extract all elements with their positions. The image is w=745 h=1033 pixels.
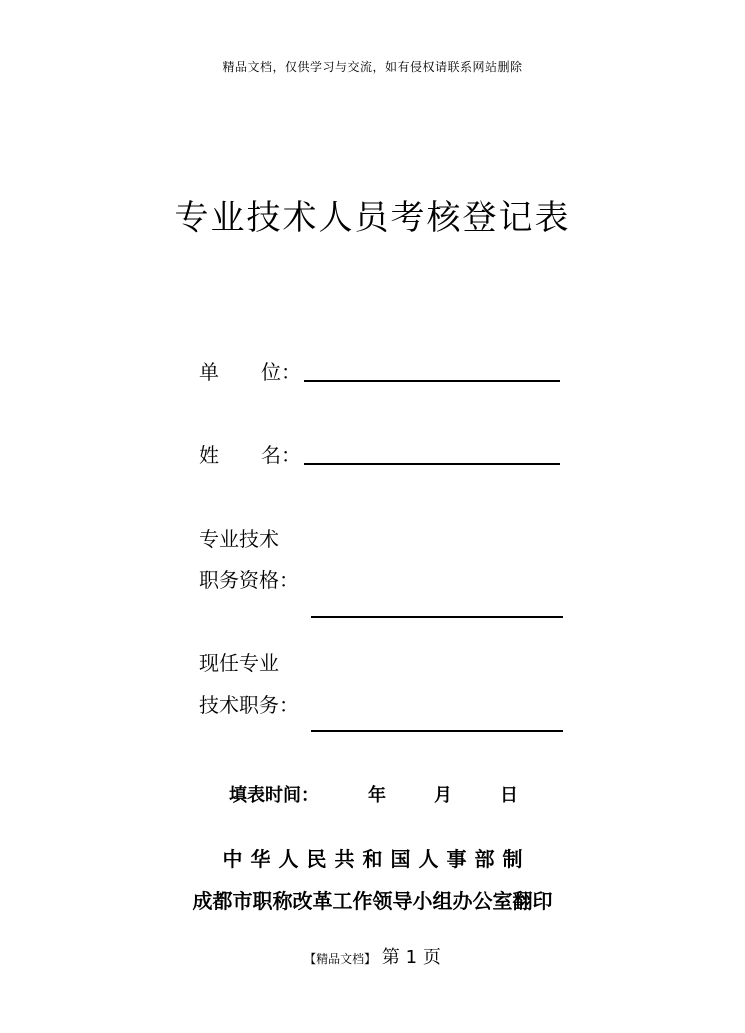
name-label-char1: 姓 — [199, 443, 219, 467]
footer-page-suffix: 页 — [422, 947, 441, 968]
issuer-line2: 成都市职称改革工作领导小组办公室翻印 — [192, 889, 553, 913]
qualification-label-line2: 职务资格： — [199, 568, 299, 592]
issuer-line1: 中华人民共和国人事部制 — [222, 847, 531, 871]
current-position-label-line2: 技术职务： — [199, 693, 299, 717]
name-label-char2: 名： — [261, 443, 301, 467]
unit-underline — [304, 380, 560, 382]
footer-page-number: 1 — [405, 947, 418, 968]
date-label: 填表时间： — [229, 785, 319, 806]
header-note: 精品文档，仅供学习与交流，如有侵权请联系网站删除 — [222, 60, 523, 74]
unit-label-char1: 单 — [199, 360, 219, 384]
footer-tag: 【精品文档】 — [304, 952, 377, 966]
date-year: 年 — [368, 785, 386, 806]
footer-page-prefix: 第 — [381, 947, 400, 968]
name-underline — [304, 463, 560, 465]
page-footer — [0, 943, 745, 969]
unit-label-char2: 位： — [261, 360, 301, 384]
current-position-label-line1: 现任专业 — [199, 651, 279, 675]
qualification-label-line1: 专业技术 — [199, 527, 279, 551]
page-title: 专业技术人员考核登记表 — [174, 198, 571, 238]
date-month: 月 — [434, 785, 452, 806]
qualification-underline — [311, 616, 563, 618]
date-day: 日 — [500, 785, 518, 806]
current-position-underline — [311, 730, 563, 732]
